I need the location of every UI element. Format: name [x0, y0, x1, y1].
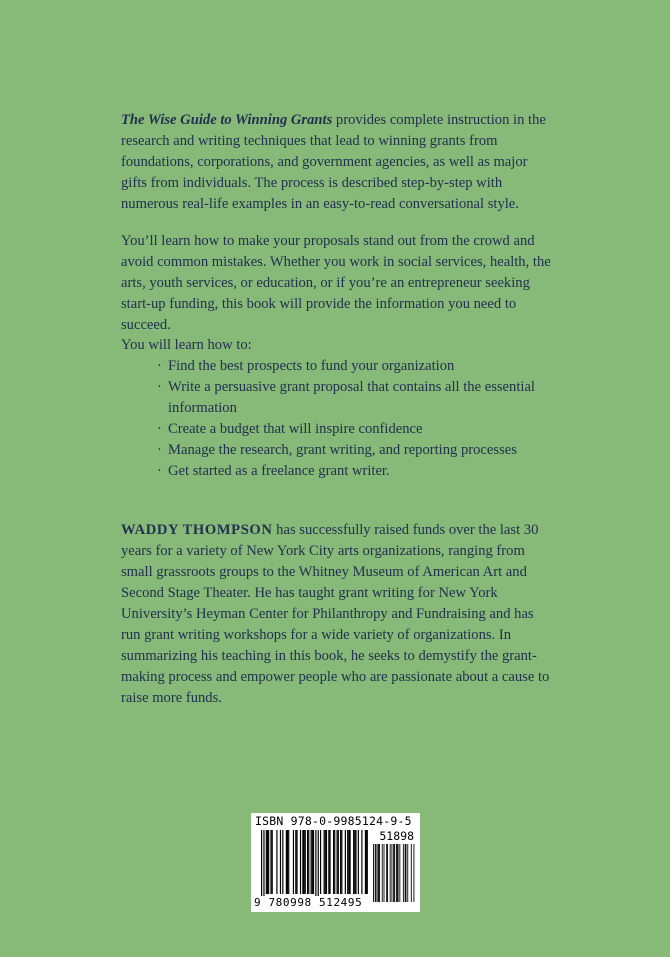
barcode-bar [399, 844, 400, 902]
barcode-bar [300, 830, 301, 894]
barcode-bar [396, 844, 397, 902]
barcode-bar [350, 830, 351, 894]
barcode-bar [338, 830, 339, 894]
barcode-bar [366, 830, 367, 894]
barcode-bar [334, 830, 335, 894]
barcode-bar [397, 844, 398, 902]
bullet-glyph: · [157, 463, 162, 479]
price-code: 51898 [379, 829, 414, 843]
barcode-bar [270, 830, 271, 894]
barcode-bar [311, 830, 312, 894]
bullet-glyph: · [157, 421, 162, 437]
barcode-bar [391, 844, 392, 902]
intro-paragraph [121, 110, 551, 215]
barcode-bar [376, 844, 377, 902]
barcode-bar [405, 844, 406, 902]
list-item-text: Find the best prospects to fund your organization [168, 358, 455, 374]
list-item-text: Get started as a freelance grant writer. [168, 463, 390, 479]
barcode-bar [379, 844, 380, 902]
barcode-bar [295, 830, 296, 894]
barcode-bar [324, 830, 325, 894]
barcode-bar [313, 830, 314, 894]
barcode-bar [263, 830, 264, 900]
bullet-glyph: · [157, 358, 162, 374]
barcode-bar [353, 830, 354, 894]
barcode-bar [261, 830, 262, 900]
learn-paragraph [121, 231, 551, 336]
barcode-bar [398, 844, 399, 902]
list-item-text: Create a budget that will inspire confidence [168, 421, 423, 437]
list-item [157, 419, 551, 440]
barcode-bar [375, 844, 376, 902]
ean-barcode-bars [255, 830, 368, 902]
author-bio-text: has successfully raised funds over the last 30 years for a variety of New York City arts organizations, ranging from small grassroots groups to the Whitney Museum of American Art and Second Stage Theater. He has taught grant writing for New York University’s Heyman Center for Philanthropy and Fundraising and has run grant writing workshops for a wide variety of organizations. In summarizing his teaching in this book, he seeks to demystify the grant-making process and empower people who are passionate about a cause to raise more funds. [121, 522, 550, 706]
list-item [157, 356, 551, 377]
barcode-bar [302, 830, 303, 894]
learn-list [121, 356, 551, 482]
book-title: The Wise Guide to Winning Grants [121, 112, 333, 128]
isbn-label: ISBN 978-0-9985124-9-5 [255, 814, 412, 828]
ean-digits: 9 780998 512495 [254, 896, 363, 909]
list-item-text: Manage the research, grant writing, and reporting processes [168, 442, 517, 458]
barcode-bar [293, 830, 294, 894]
barcode-bar [272, 830, 273, 894]
barcode-bar [268, 830, 269, 894]
author-name: WADDY THOMPSON [121, 522, 273, 538]
price-barcode-bars [372, 844, 416, 904]
list-item [157, 440, 551, 461]
barcode-bar [394, 844, 395, 902]
bullet-glyph: · [157, 379, 162, 395]
barcode-bar [320, 830, 321, 894]
bullet-glyph: · [157, 442, 162, 458]
barcode-bar [387, 844, 388, 902]
barcode-bar [341, 830, 342, 894]
barcode-bar [390, 844, 391, 902]
barcode-bar [318, 830, 319, 900]
barcode-bar [407, 844, 408, 902]
barcode-bar [305, 830, 306, 894]
barcode-bar [406, 844, 407, 902]
list-item [157, 461, 551, 482]
barcode-bar [361, 830, 362, 894]
barcode-bar [303, 830, 304, 894]
barcode-bar [307, 830, 308, 894]
barcode-bar [337, 830, 338, 894]
barcode-bar [329, 830, 330, 894]
barcode-bar [276, 830, 277, 894]
barcode-bar [286, 830, 287, 894]
barcode-bar [333, 830, 334, 894]
barcode-bar [382, 844, 383, 902]
barcode-bar [287, 830, 288, 894]
learn-list-lead: You will learn how to: [121, 337, 252, 353]
barcode-bar [308, 830, 309, 894]
barcode-bar [348, 830, 349, 894]
barcode-bar [367, 830, 368, 894]
barcode-bar [266, 830, 267, 894]
barcode-bar [386, 844, 387, 902]
isbn-barcode [251, 813, 420, 912]
barcode-bar [280, 830, 281, 894]
learn-paragraph-text: You’ll learn how to make your proposals stand out from the crowd and avoid common mistakes. Whether you work in social services, health, the arts, youth services, or education, or if you’re an entrepreneur seeking start-up funding, this book will provide the information you need to succeed. [121, 233, 551, 333]
barcode-bar [328, 830, 329, 894]
barcode-bar [347, 830, 348, 894]
barcode-bar [373, 844, 374, 902]
barcode-bar [326, 830, 327, 894]
barcode-bar [355, 830, 356, 894]
barcode-bar [312, 830, 313, 894]
barcode-bar [296, 830, 297, 894]
barcode-bar [377, 844, 378, 902]
barcode-bar [282, 830, 283, 894]
list-item-text: Write a persuasive grant proposal that contains all the essential information [168, 379, 535, 416]
barcode-bar [340, 830, 341, 894]
barcode-bar [315, 830, 316, 900]
barcode-bar [365, 830, 366, 894]
barcode-bar [267, 830, 268, 894]
barcode-bar [288, 830, 289, 894]
barcode-bar [378, 844, 379, 902]
barcode-bar [384, 844, 385, 902]
list-item [157, 377, 551, 419]
barcode-bar [354, 830, 355, 894]
author-bio [121, 520, 551, 709]
barcode-bar [325, 830, 326, 894]
barcode-bar [345, 830, 346, 894]
barcode-bar [358, 830, 359, 894]
intro-text: provides complete instruction in the research and writing techniques that lead to winning grants from foundations, corporations, and government agencies, as well as major gifts from individuals. The process is described step-by-step with numerous real-life examples in an easy-to-read conversational style. [121, 112, 546, 212]
barcode-bar [413, 844, 414, 902]
barcode-bar [393, 844, 394, 902]
barcode-bar [411, 844, 412, 902]
learn-list-section [121, 335, 551, 482]
barcode-bar [403, 844, 404, 902]
